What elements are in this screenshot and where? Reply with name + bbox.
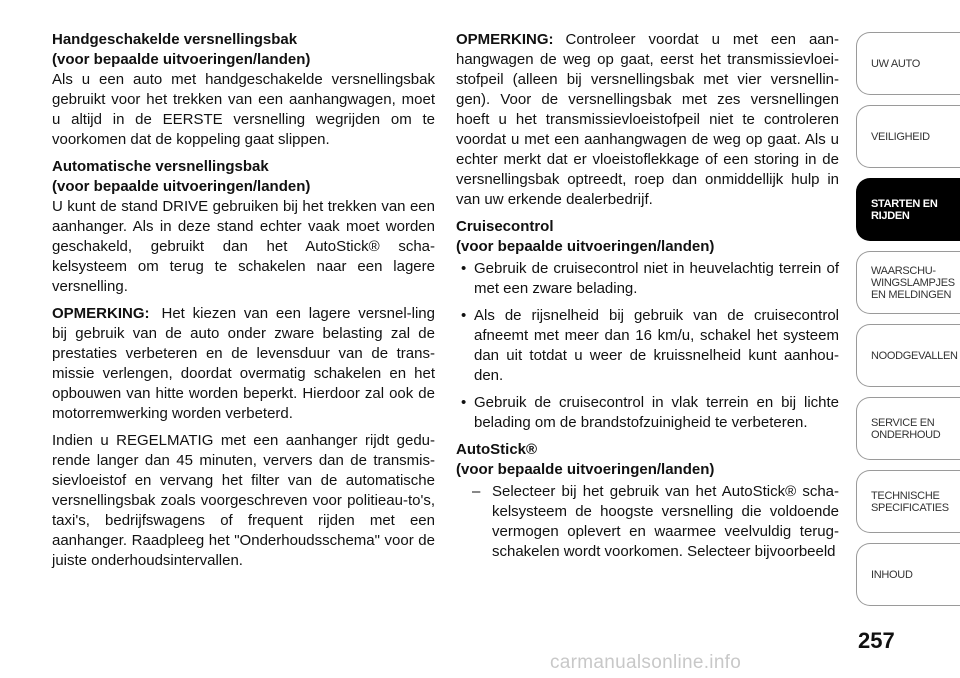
tab-uw-auto[interactable]	[856, 32, 960, 95]
heading-autostick-scope: (voor bepaalde uitvoeringen/landen)	[456, 461, 715, 478]
tab-label: WAARSCHU- WINGSLAMPJES EN MELDINGEN	[871, 264, 955, 301]
heading-automatic-gearbox-title: Automatische versnellingsbak	[52, 158, 269, 175]
note-lower-gear	[52, 304, 435, 424]
tab-inhoud[interactable]	[856, 543, 960, 606]
tab-veiligheid[interactable]	[856, 105, 960, 168]
list-item	[456, 393, 839, 433]
heading-cruise-control	[456, 217, 839, 257]
tab-service-en-onderhoud[interactable]	[856, 397, 960, 460]
list-item	[456, 482, 839, 562]
heading-cruise-control-title: Cruisecontrol	[456, 218, 554, 235]
paragraph-automatic-gearbox: U kunt de stand DRIVE gebruiken bij het trekken van een aanhanger. Als in deze stand echter vaak moet worden geschakeld, gebruikt dan het AutoStick® scha-kelsysteem om terug te schakelen naar een lagere versnelling.	[52, 198, 435, 295]
page-number: 257	[858, 628, 895, 653]
bullet-mark: •	[461, 394, 467, 411]
watermark: carmanualsonline.info	[550, 652, 742, 673]
heading-manual-gearbox	[52, 30, 435, 70]
tab-technische-specificaties[interactable]	[856, 470, 960, 533]
paragraph-regular-towing: Indien u REGELMATIG met een aanhanger rijdt gedu-rende langer dan 45 minuten, ververs dan de transmis-sievloeistof en vervang het filter van de automatische versnellingsbak zoals voorgeschreven voor politieau-to's, taxi's, bedrijfswagens of frequent rijden met een aanhanger. Raadpleeg het "Onderhoudsschema" voor de juiste onderhoudsintervallen.	[52, 432, 435, 569]
note-text: Het kiezen van een lagere versnel-ling bij gebruik van de auto onder zware belasting zal de prestaties verbeteren en de levensduur van de trans-missie verlengen, doordat overmatig schakelen en het opbouwen van hitte worden beperkt. Hierdoor zal ook de motorremwerking worden verbeterd.	[52, 305, 435, 422]
dash-mark: –	[472, 483, 481, 500]
left-column	[52, 30, 435, 571]
tab-waarschuwingslampjes[interactable]	[856, 251, 960, 314]
note-text: Controleer voordat u met een aan-hangwagen de weg op gaat, eerst het transmissievloei-stofpeil (alleen bij versnellingsbak met vier versnellin-gen). Voor de versnellingsbak met zes versnellingen hoeft u het transmissievloeistofpeil niet te controleren voordat u met een aanhangwagen de weg op gaat. Als u echter merkt dat er vloeistoflekkage of een storing in de versnellingsbak optreedt, roep dan onmiddellijk hulp in van uw erkende dealerbedrijf.	[456, 31, 839, 208]
autostick-list	[456, 482, 839, 562]
heading-autostick-title: AutoStick®	[456, 441, 538, 458]
cruise-control-list	[456, 259, 839, 433]
heading-manual-gearbox-scope: (voor bepaalde uitvoeringen/landen)	[52, 51, 311, 68]
chapter-tabs	[856, 32, 960, 616]
bullet-mark: •	[461, 307, 467, 324]
list-item-text: Selecteer bij het gebruik van het AutoStick® scha-kelsysteem de hoogste versnelling die voldoende vermogen oplevert en waarmee veelvuldig terug-schakelen wordt voorkomen. Selecteer bijvoorbeeld	[492, 483, 839, 560]
right-column	[456, 30, 839, 562]
tab-label: INHOUD	[871, 568, 913, 581]
heading-automatic-gearbox	[52, 157, 435, 197]
note-transmission-fluid	[456, 30, 839, 210]
list-item-text: Gebruik de cruisecontrol niet in heuvelachtig terrein of met een zware belading.	[474, 260, 839, 297]
paragraph-manual-gearbox: Als u een auto met handgeschakelde versnellingsbak gebruikt voor het trekken van een aanhangwagen, moet u altijd in de EERSTE versnelling wegrijden om te voorkomen dat de koppeling gaat slippen.	[52, 71, 435, 148]
note-label: OPMERKING:	[52, 305, 150, 322]
tab-label: UW AUTO	[871, 57, 921, 70]
tab-label: TECHNISCHE SPECIFICATIES	[871, 489, 949, 514]
list-item-text: Gebruik de cruisecontrol in vlak terrein en bij lichte belading om de brandstofzuinigheid te verbeteren.	[474, 394, 839, 431]
tab-label: NOODGEVALLEN	[871, 349, 958, 362]
bullet-mark: •	[461, 260, 467, 277]
tab-noodgevallen[interactable]	[856, 324, 960, 387]
list-item	[456, 259, 839, 299]
heading-cruise-control-scope: (voor bepaalde uitvoeringen/landen)	[456, 238, 715, 255]
heading-autostick	[456, 440, 839, 480]
tab-label: SERVICE EN ONDERHOUD	[871, 416, 941, 441]
tab-label: STARTEN EN RIJDEN	[871, 197, 938, 222]
list-item	[456, 306, 839, 386]
heading-automatic-gearbox-scope: (voor bepaalde uitvoeringen/landen)	[52, 178, 311, 195]
tab-starten-en-rijden[interactable]	[856, 178, 960, 241]
list-item-text: Als de rijsnelheid bij gebruik van de cruisecontrol afneemt met meer dan 16 km/u, schakel het systeem dan uit totdat u weer de kruissnelheid kunt aanhou-den.	[474, 307, 839, 384]
tab-label: VEILIGHEID	[871, 130, 930, 143]
note-label: OPMERKING:	[456, 31, 554, 48]
heading-manual-gearbox-title: Handgeschakelde versnellingsbak	[52, 31, 298, 48]
